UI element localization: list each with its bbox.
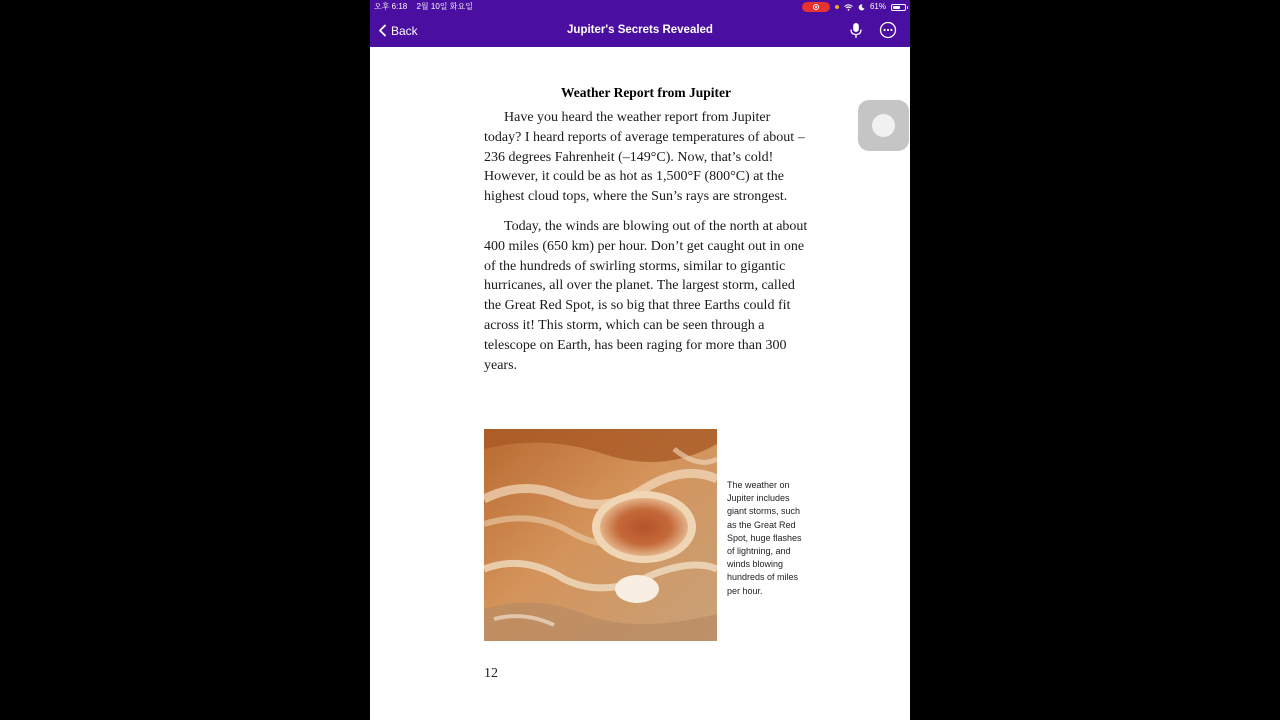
article-paragraph: Have you heard the weather report from Jupiter today? I heard reports of average temperatures of about –236 degrees Fahrenheit (–149°C). Now, that’s cold! However, it could be as hot as 1,500°F (800°C) at the highest cloud tops, where the Sun’s rays are strongest. xyxy=(484,110,805,205)
assistive-touch-button[interactable] xyxy=(858,100,909,151)
battery-percent: 61% xyxy=(869,2,886,11)
assistive-touch-icon xyxy=(872,114,895,137)
microphone-icon[interactable] xyxy=(848,22,864,39)
book-page xyxy=(484,80,814,375)
photo-caption: The weather on Jupiter includes giant storms, such as the Great Red Spot, huge flashes of lightning, and winds blowing hundreds of miles per hour. xyxy=(727,480,802,596)
great-red-spot-photo xyxy=(484,429,717,641)
status-date: 2월 10일 화요일 xyxy=(416,2,473,11)
moon-icon xyxy=(858,4,865,11)
status-left xyxy=(374,0,480,14)
battery-fill xyxy=(893,6,900,9)
wifi-icon xyxy=(844,4,853,11)
status-right xyxy=(802,0,906,14)
page-title: Jupiter's Secrets Revealed xyxy=(567,24,713,36)
article-heading: Weather Report from Jupiter xyxy=(560,85,732,100)
mic-in-use-indicator xyxy=(835,5,839,9)
status-time: 오후 6:18 xyxy=(374,2,408,11)
jupiter-storm-image xyxy=(484,429,717,641)
battery-icon xyxy=(891,4,906,11)
screen-record-icon[interactable] xyxy=(802,2,830,12)
status-bar xyxy=(370,0,910,14)
back-label: Back xyxy=(391,23,418,38)
page-number: 12 xyxy=(484,666,498,681)
article-paragraph: Today, the winds are blowing out of the north at about 400 miles (650 km) per hour. Don’t get caught out in one of the hundreds of swirling storms, similar to gigantic hurricanes, all over the planet. The largest storm, called the Great Red Spot, is so big that three Earths could fit across it! This storm, which can be seen through a telescope on Earth, has been raging for more than 300 years. xyxy=(484,218,808,373)
ipad-screen xyxy=(370,0,910,720)
more-options-icon[interactable] xyxy=(879,21,897,39)
nav-bar xyxy=(370,14,910,47)
